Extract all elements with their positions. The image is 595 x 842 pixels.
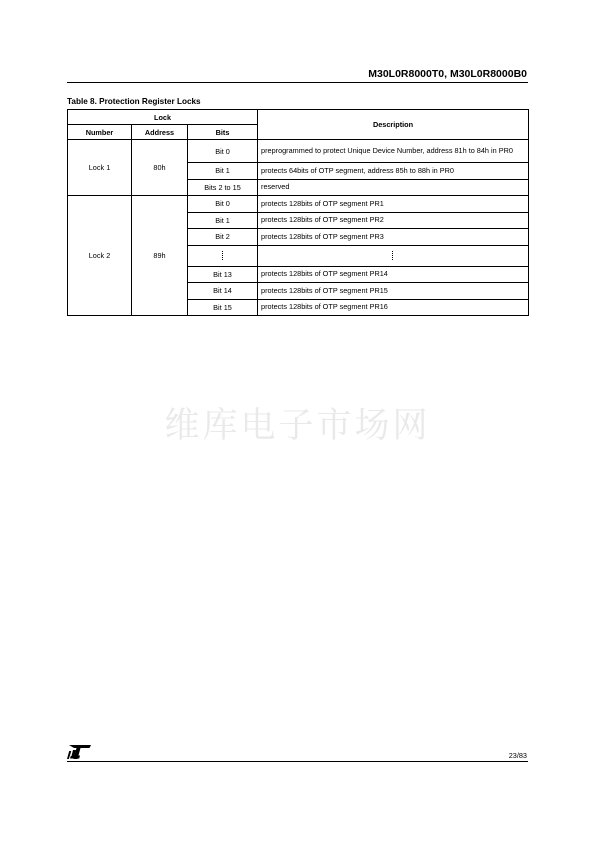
description-cell: protects 128bits of OTP segment PR1 [258,196,529,213]
page-number: 23/83 [508,751,527,760]
number-header: Number [68,125,132,140]
lock-address-cell: 80h [132,140,188,196]
st-logo-icon [67,745,91,759]
bits-cell: Bit 1 [188,163,258,180]
lock-address-cell: 89h [132,196,188,316]
bits-header: Bits [188,125,258,140]
description-cell: protects 128bits of OTP segment PR3 [258,229,529,246]
vertical-ellipsis-icon [222,251,224,260]
bits-cell: Bits 2 to 15 [188,179,258,196]
bits-cell: Bit 14 [188,283,258,300]
bits-cell: Bit 2 [188,229,258,246]
bits-cell: Bit 0 [188,196,258,213]
description-cell: reserved [258,179,529,196]
bits-cell: Bit 0 [188,140,258,163]
bits-cell: Bit 1 [188,212,258,229]
bits-cell: Bit 15 [188,299,258,316]
lock-number-cell: Lock 1 [68,140,132,196]
description-cell: preprogrammed to protect Unique Device Number, address 81h to 84h in PR0 [258,140,529,163]
vertical-ellipsis-icon [392,251,394,260]
bits-ellipsis-cell [188,245,258,266]
watermark: 维库电子市场网 [164,406,431,446]
description-cell: protects 128bits of OTP segment PR2 [258,212,529,229]
footer-rule [67,761,528,762]
description-header: Description [258,110,529,140]
table-caption: Table 8. Protection Register Locks [67,97,201,106]
table-header-row [68,110,529,125]
protection-register-locks-table [67,109,529,316]
header-rule [67,82,528,83]
description-cell: protects 128bits of OTP segment PR14 [258,266,529,283]
description-cell: protects 128bits of OTP segment PR16 [258,299,529,316]
address-header: Address [132,125,188,140]
description-cell: protects 128bits of OTP segment PR15 [258,283,529,300]
lock-group-header: Lock [68,110,258,125]
table-row [68,196,529,213]
description-cell: protects 64bits of OTP segment, address 85h to 88h in PR0 [258,163,529,180]
bits-cell: Bit 13 [188,266,258,283]
document-title: M30L0R8000T0, M30L0R8000B0 [368,68,527,80]
table-row [68,140,529,163]
description-ellipsis-cell [258,245,529,266]
lock-number-cell: Lock 2 [68,196,132,316]
